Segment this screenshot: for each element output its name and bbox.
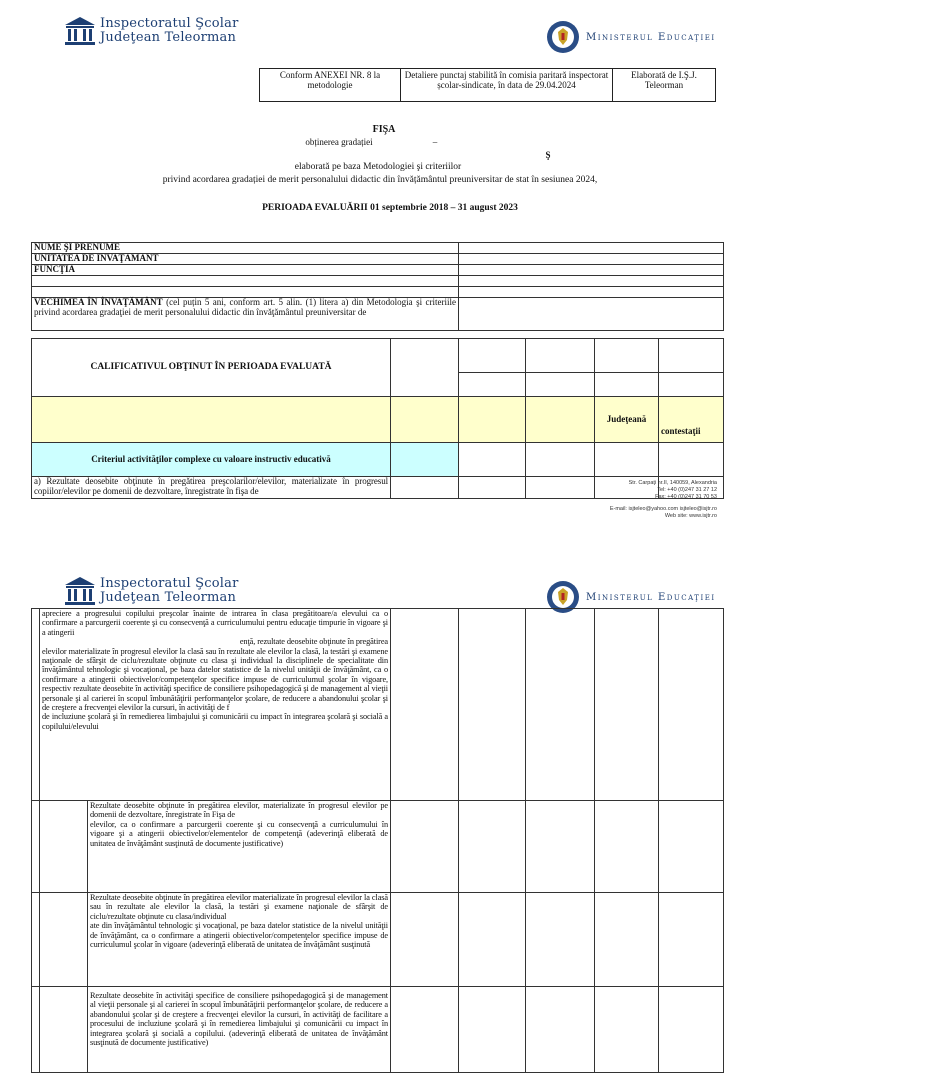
qualification-label: CALIFICATIVUL OBŢINUT ÎN PERIOADA EVALUATĂ — [32, 339, 391, 397]
title-basis: elaborată pe baza Metodologiei şi criteriilor — [294, 162, 462, 172]
evaluation-period: PERIOADA EVALUĂRII 01 septembrie 2018 – 31 august 2023 — [262, 203, 518, 213]
name-value[interactable] — [459, 243, 724, 254]
function-value[interactable] — [459, 265, 724, 276]
ministry-logo — [546, 20, 716, 54]
footer-address: Str. Carpaţi nr.II, 140059, Alexandria Tel: +40 (0)247 31 27 12 Fax: +40 (0)247 31 70 53 — [628, 480, 717, 500]
temple-icon — [64, 16, 96, 46]
ministry-seal-icon — [546, 20, 580, 54]
isj-logo-2 — [64, 576, 239, 606]
blank-row-1 — [32, 276, 459, 287]
title-scope: privind acordarea gradației de merit personalului didactic din învățământul preuniversitar de stat în sesiunea 2024, — [162, 175, 598, 185]
isj-name-line2: Judeţean Teleorman — [100, 590, 237, 605]
criterion-item-a: a) Rezultate deosebite obţinute în pregătirea preşcolarilor/elevilor, materializate în progresul copiilor/elevilor pe domenii de dezvoltare, înregistrate în fişa de — [32, 477, 391, 499]
document-page-2 — [0, 560, 768, 1048]
title-dash: – — [432, 137, 438, 147]
ministry-name: Ministerul Educaţiei — [586, 31, 716, 43]
isj-name-line1: Inspectoratul Şcolar — [100, 576, 239, 591]
isj-logo — [64, 16, 239, 46]
form-title: FIŞA — [372, 124, 396, 135]
unit-label: UNITATEA DE INVAŢAMANT — [32, 254, 459, 265]
document-page-1 — [0, 0, 768, 530]
footer-contacts — [520, 506, 717, 520]
isj-name-line1: Inspectoratul Şcolar — [100, 16, 239, 31]
ministry-name: Ministerul Educaţiei — [586, 591, 716, 603]
county-column-header: Judeţeană — [595, 397, 659, 443]
title-s-char: Ş — [545, 150, 551, 160]
function-label: FUNCŢIA — [32, 265, 459, 276]
info-table — [259, 68, 716, 102]
appeals-column-header: contestaţii — [659, 397, 724, 443]
qualification-value[interactable] — [391, 339, 459, 397]
page-header — [0, 0, 768, 60]
unit-value[interactable] — [459, 254, 724, 265]
title-purpose: obținerea gradației — [305, 137, 373, 147]
criterion-header: Criteriul activităţilor complexe cu valoare instructiv educativă — [32, 443, 391, 477]
info-annex: Conform ANEXEI NR. 8 la metodologie — [260, 69, 401, 102]
isj-name-line2: Judeţean Teleorman — [100, 30, 237, 45]
footer-web: Web site: www.isjtr.ro — [664, 513, 717, 519]
seniority-label: VECHIMEA ÎN ÎNVAŢĂMÂNT (cel puțin 5 ani, conform art. 5 alin. (1) litera a) din Metodologia şi criteriile privind acordarea gradaţiei de merit personalului didactic din învăţământul preuniversitar de — [32, 298, 459, 331]
sub-item-1: Rezultate deosebite obţinute în pregătirea elevilor, materializate în progresul elevilor pe domenii de dezvoltare, înregistrate în Fişa de elevilor, ca o confirmare a parcurgerii coerente şi cu consecvenţă a curriculumului în vigoare şi a atingerii obiectivelor/elementelor de competenţă (adeverinţă eliberată de unitatea de învăţământ susţinută de documente justificative) — [88, 801, 391, 893]
page-gap — [0, 530, 768, 560]
blank-row-2 — [32, 287, 459, 298]
info-detail: Detaliere punctaj stabilită în comisia paritară inspectorat școlar-sindicate, în data de 29.04.2024 — [401, 69, 613, 102]
sub-item-2: Rezultate deosebite obţinute în pregătirea elevilor materializate în progresul elevilor la clasă sau în rezultate ale elevilor la clasă, la testări şi examene naţionale de sfârşit de ciclu/rezultate obţinute cu clasa/individual ate din învăţământul tehnologic şi vocaţional, pe baza datelor statistice de la nivelul unităţii de învăţământ, ca o confirmare a atingerii obiectivelor/competenţelor specifice impuse de curriculumul şcolar în vigoare (adeverinţă eliberată de unitatea de învăţământ susţinută — [88, 893, 391, 987]
criteria-detail-table — [31, 608, 724, 1073]
temple-icon — [64, 576, 96, 606]
seniority-value[interactable] — [459, 298, 724, 331]
evaluation-form-table — [31, 242, 724, 331]
footer-email: E-mail: isjteleo@yahoo.com isjteleo@isjtr.ro — [609, 506, 717, 512]
info-author: Elaborată de I.Ş.J. Teleorman — [613, 69, 716, 102]
scores-table — [31, 338, 724, 499]
name-label: NUME ŞI PRENUME — [32, 243, 459, 254]
criterion-a-continued: apreciere a progresului copilului preşcolar înainte de intrarea în clasa pregătitoare/a elevului ca o confirmare a parcurgerii coerente şi cu consecvenţă a curriculumului pentru educaţie timpurie în vigoare şi a atingerii enţă, rezultate deosebite obţinute în pregătirea elevilor materializate în progresul elevilor la clasă sau în rezultate ale elevilor la clasă, la testări şi examene naţionale de sfârşit de ciclu/rezultate obţinute cu clasa şi individual la disciplinele de specialitate din învăţământul tehnologic şi vocaţional, pe baza datelor statistice de la nivelul unităţii de învăţământ, ca o confirmare a atingerii obiectivelor/competenţelor specifice impuse de curriculumul şcolar în vigoare, respectiv rezultate deosebite în activităţi specifice de consiliere psihopedagogică şi de management al vieţii personale şi al carierei în scopul îmbunătăţirii performanţelor şcolare, de reducere a abandonului şcolar şi de creştere a frecvenţei elevilor la cursuri, în activităţi de f de incluziune şcolară şi în remedierea limbajului şi comunicării cu impact în integrarea şcolară şi socială a copilului/elevului — [40, 609, 391, 801]
sub-item-3: Rezultate deosebite în activităţi specifice de consiliere psihopedagogică şi de management al vieţii personale şi al carierei în scopul îmbunătăţirii performanţelor şcolare, de reducere a abandonului şcolar şi de creştere a frecvenţei elevilor la cursuri, în activităţi de facilitare a procesului de incluziune şcolară şi în remedierea limbajului şi comunicării cu impact în integrarea şcolară şi socială a copilului. (adeverinţă eliberată de unitatea de învăţământ susţinută de documente justificative) — [88, 987, 391, 1073]
